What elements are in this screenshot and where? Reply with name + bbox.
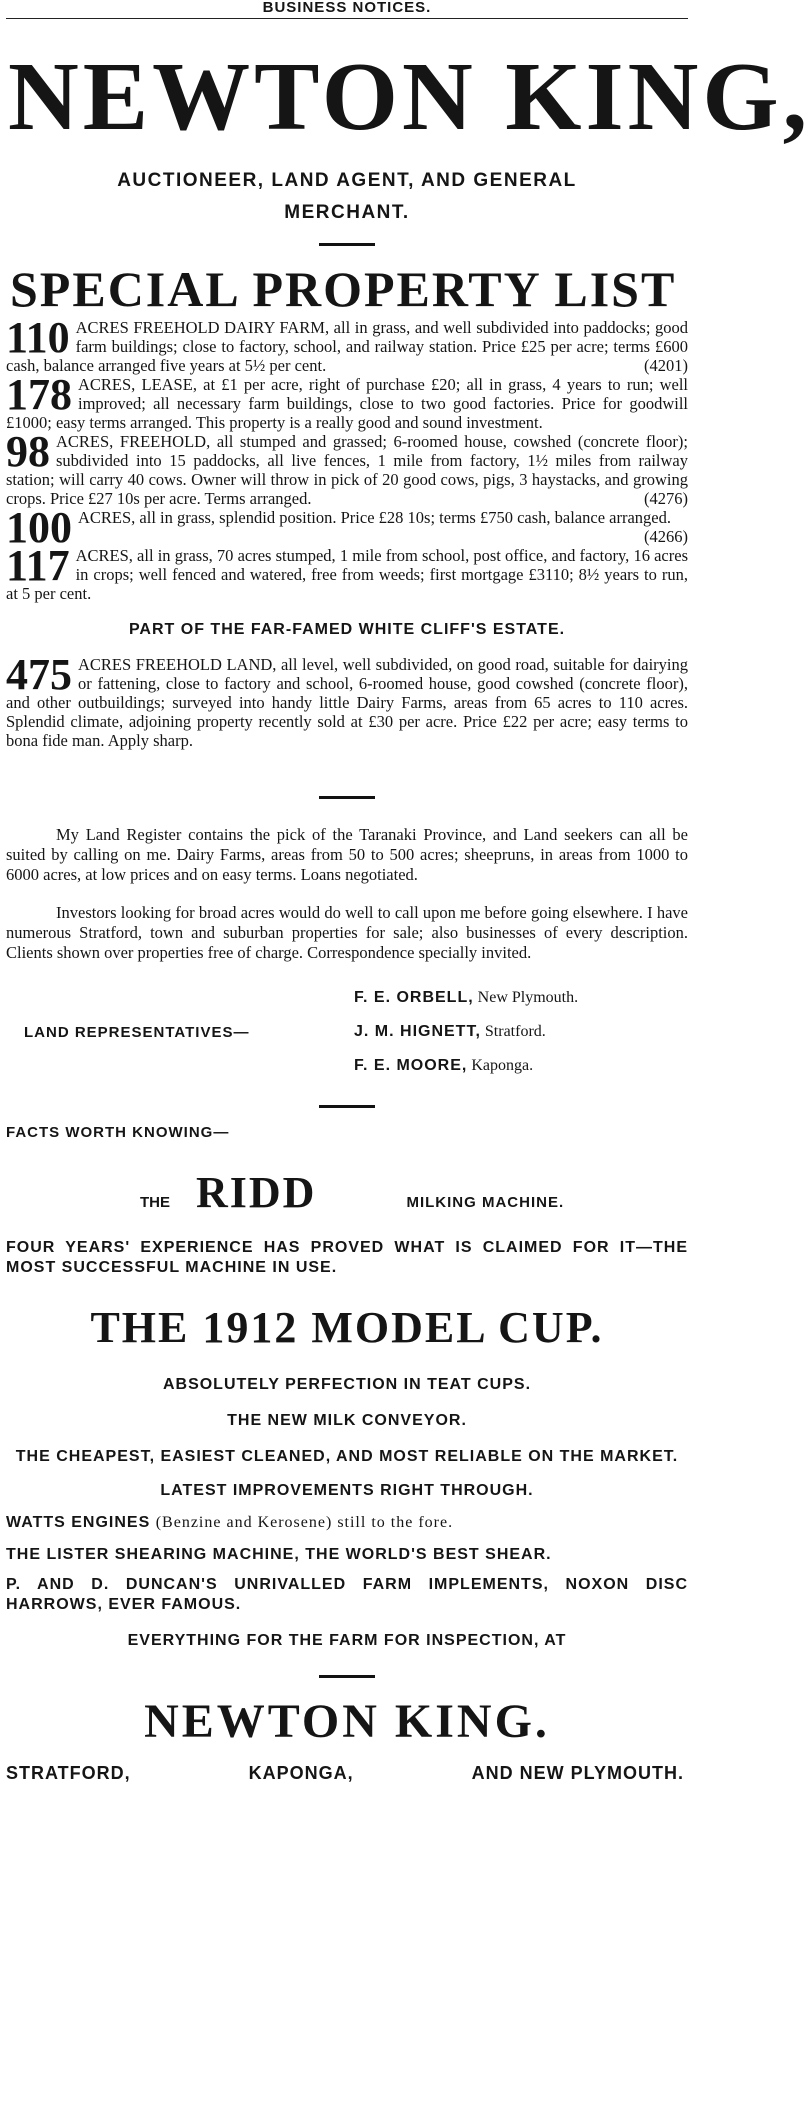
- representatives-label: LAND REPRESENTATIVES—: [24, 1023, 250, 1041]
- land-register-paragraph: My Land Register contains the pick of the Taranaki Province, and Land seekers can all be suited by calling on me. Dairy Farms, areas from 50 to 500 acres; sheepruns, in areas from 1000 to 6000 acres, at low prices and on easy terms. Loans negotiated.: [6, 825, 688, 884]
- subtitle-line-1: AUCTIONEER, LAND AGENT, AND GENERAL: [117, 170, 577, 191]
- estate-acres: 475: [6, 650, 72, 699]
- advertiser-subtitle: [6, 165, 688, 229]
- listing-acres: 100: [6, 503, 72, 552]
- improvements-line: LATEST IMPROVEMENTS RIGHT THROUGH.: [160, 1482, 534, 1499]
- duncan-line: P. AND D. DUNCAN'S UNRIVALLED FARM IMPLEMENTS, NOXON DISC HARROWS, EVER FAMOUS.: [6, 1576, 688, 1613]
- ridd-the: THE: [140, 1194, 170, 1211]
- divider-rule: [319, 796, 375, 799]
- representative-name: J. M. HIGNETT,: [354, 1023, 481, 1040]
- milk-conveyor-line: THE NEW MILK CONVEYOR.: [227, 1412, 467, 1429]
- listing-text: ACRES, FREEHOLD, all stumped and grassed; 6-roomed house, cowshed (concrete floor); subdivided into 15 paddocks, all live fences, 1 mile from factory, 1½ miles from railway station; will carry 40 cows. Owner will throw in pick of 20 good cows, pigs, 3 haystacks, and growing crops. Price £27 10s per acre. Terms arranged.: [6, 432, 688, 508]
- listing-reference: (4266): [644, 527, 688, 546]
- model-cup-title: THE 1912 MODEL CUP.: [90, 1303, 604, 1352]
- lister-line: THE LISTER SHEARING MACHINE, THE WORLD'S BEST SHEAR.: [6, 1546, 552, 1563]
- watts-engines-name: WATTS ENGINES: [6, 1514, 151, 1531]
- subtitle-line-2: MERCHANT.: [284, 202, 410, 223]
- listing: [6, 370, 688, 432]
- listing-reference: (4276): [644, 489, 688, 508]
- estate-text: ACRES FREEHOLD LAND, all level, well subdivided, on good road, suitable for dairying or fattening, close to factory and school, 6-roomed house, good cowshed (concrete floor), and other outbuildings; surveyed into handy little Dairy Farms, areas from 65 acres to 110 acres. Splendid climate, adjoining property recently sold at £30 per acre. Price £22 per acre; easy terms to bona fide man. Apply sharp.: [6, 655, 688, 750]
- listing: [6, 503, 688, 552]
- listing-reference: (4201): [644, 356, 688, 375]
- watts-engines-line: [6, 1513, 688, 1533]
- divider-rule: [319, 243, 375, 246]
- estate-banner: PART OF THE FAR-FAMED WHITE CLIFF'S ESTATE.: [128, 621, 566, 638]
- town-stratford: STRATFORD,: [6, 1763, 131, 1783]
- watts-engines-note: (Benzine and Kerosene) still to the fore.: [155, 1514, 454, 1531]
- listing-text: ACRES, all in grass, splendid position. Price £28 10s; terms £750 cash, balance arranged.: [78, 508, 671, 527]
- representative-place: Kaponga.: [471, 1057, 534, 1074]
- land-representatives: [6, 981, 688, 1083]
- representative-name: F. E. ORBELL,: [354, 989, 474, 1006]
- cheapest-line: THE CHEAPEST, EASIEST CLEANED, AND MOST RELIABLE ON THE MARKET.: [15, 1448, 679, 1465]
- town-kaponga: KAPONGA,: [248, 1763, 354, 1783]
- listing-acres: 178: [6, 370, 72, 419]
- header-rule: [6, 18, 688, 19]
- footer-advertiser-name: NEWTON KING.: [144, 1695, 550, 1748]
- representative: [354, 1015, 578, 1049]
- divider-rule: [319, 1675, 375, 1678]
- milking-machine-label: MILKING MACHINE.: [406, 1194, 565, 1211]
- advertiser-name: NEWTON KING,: [8, 43, 811, 151]
- property-listings: [6, 313, 688, 603]
- representatives-list: [354, 981, 578, 1083]
- listing-acres: 110: [6, 313, 70, 362]
- listing-acres: 98: [6, 427, 50, 476]
- footer-towns: [6, 1763, 688, 1784]
- listing: [6, 313, 688, 375]
- representative-name: F. E. MOORE,: [354, 1057, 468, 1074]
- representative-place: New Plymouth.: [477, 989, 579, 1006]
- estate-listing: [6, 650, 688, 750]
- town-new-plymouth: AND NEW PLYMOUTH.: [471, 1763, 684, 1783]
- ridd-name: RIDD: [196, 1168, 317, 1217]
- divider-rule: [319, 1105, 375, 1108]
- investors-paragraph: Investors looking for broad acres would do well to call upon me before going elsewhere. I have numerous Stratford, town and suburban properties for sale; also businesses of every description. Clients shown over properties free of charge. Correspondence specially invited.: [6, 903, 688, 962]
- property-list-title: SPECIAL PROPERTY LIST: [10, 261, 677, 317]
- listing: [6, 427, 688, 508]
- facts-heading: FACTS WORTH KNOWING—: [6, 1124, 230, 1141]
- section-header: BUSINESS NOTICES.: [262, 0, 432, 16]
- representative-place: Stratford.: [484, 1023, 546, 1040]
- listing-text: ACRES, LEASE, at £1 per acre, right of purchase £20; all in grass, 4 years to run; well improved; all necessary farm buildings, close to two good factories. Price for goodwill £1000; easy terms arranged. This property is a really good and sound investment.: [6, 375, 688, 432]
- representative: [354, 981, 578, 1015]
- inspection-line: EVERYTHING FOR THE FARM FOR INSPECTION, AT: [127, 1632, 567, 1649]
- representative: [354, 1049, 578, 1083]
- listing-acres: 117: [6, 541, 70, 590]
- perfection-line: ABSOLUTELY PERFECTION IN TEAT CUPS.: [162, 1376, 532, 1393]
- listing-text: ACRES, all in grass, 70 acres stumped, 1 mile from school, post office, and factory, 16 acres in crops; well fenced and watered, free from weeds; first mortgage £3110; 8½ years to run, at 5 per cent.: [6, 546, 688, 603]
- listing: [6, 541, 688, 603]
- ridd-machine-line: [6, 1167, 688, 1218]
- experience-statement: FOUR YEARS' EXPERIENCE HAS PROVED WHAT IS CLAIMED FOR IT—THE MOST SUCCESSFUL MACHINE IN USE.: [6, 1239, 688, 1276]
- listing-text: ACRES FREEHOLD DAIRY FARM, all in grass, and well subdivided into paddocks; good farm buildings; close to factory, school, and railway station. Price £25 per acre; terms £600 cash, balance arranged five years at 5½ per cent.: [6, 318, 688, 375]
